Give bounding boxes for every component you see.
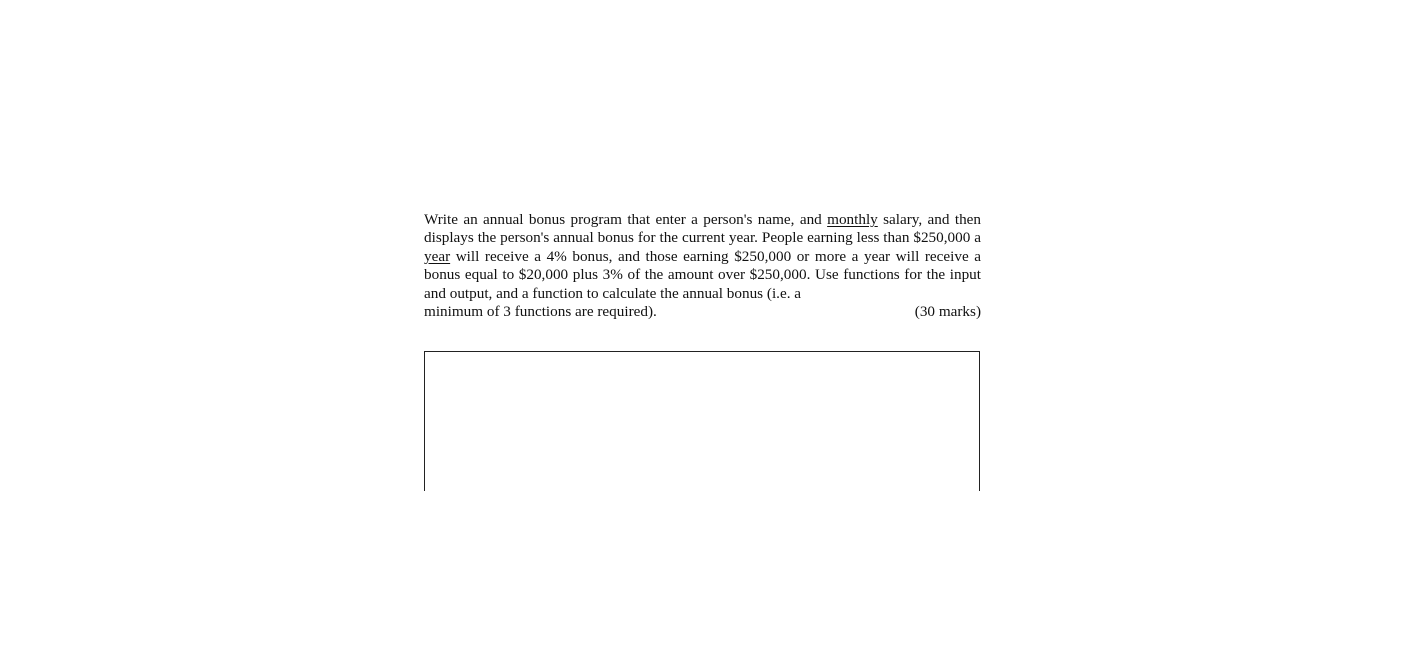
question-segment: will receive a 4% bonus, and those earning $250,000 or more a year will receive a bonus equal to $20,000 plus 3% of the amount over $250,000. Use functions for the input and output, and a function to calculate the annual bonus (i.e. a	[424, 247, 981, 302]
question-last-line	[424, 303, 981, 321]
marks-label: (30 marks)	[914, 303, 981, 321]
underlined-year: year	[424, 247, 451, 265]
answer-box[interactable]	[424, 351, 980, 491]
question-segment: salary, and then displays the person's annual bonus for the current year. People earning less than $250,000 a	[424, 211, 981, 247]
question-final-segment: minimum of 3 functions are required).	[424, 303, 657, 321]
question-segment: Write an annual bonus program that enter a person's name, and	[424, 211, 828, 228]
question-text	[424, 211, 981, 321]
underlined-monthly: monthly	[827, 211, 878, 228]
